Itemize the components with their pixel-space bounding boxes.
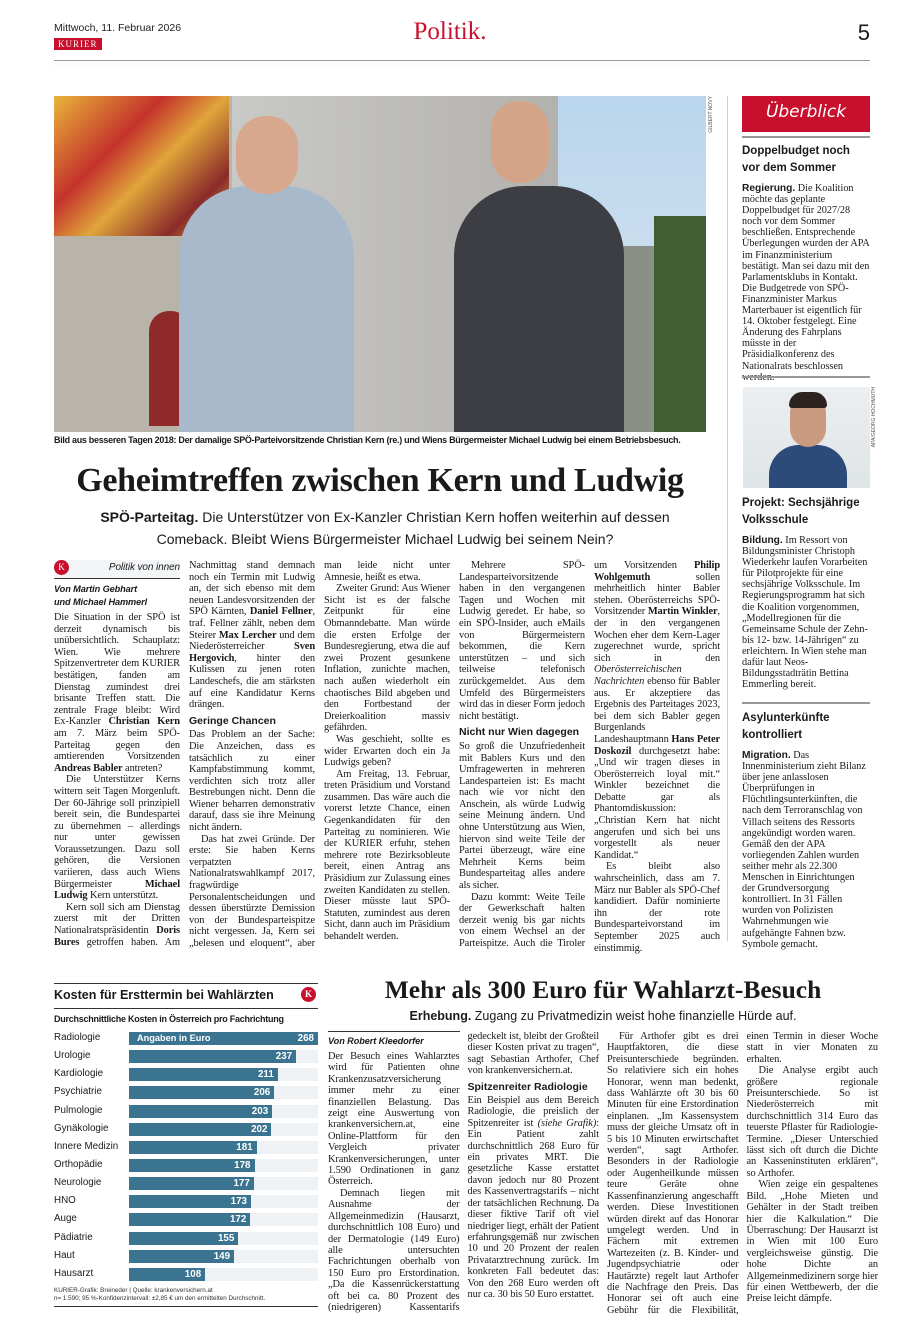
- data-label: 173: [230, 1196, 247, 1208]
- lead-photo: [54, 96, 706, 432]
- category-label: Hausarzt: [54, 1267, 94, 1279]
- category-label: HNO: [54, 1195, 76, 1207]
- bold-name: Hans Peter Doskozil: [594, 733, 720, 757]
- paragraph: Es bleibt also wahrscheinlich, dass am 7. März nur Babler als SPÖ-Chef kandidiert. Dafür nominierte ihn der rote Bundesparteivorstand im September 2025 auch einstimmig.: [594, 861, 720, 954]
- sidebar-label: Regierung.: [742, 183, 796, 194]
- paragraph: Am Freitag, 13. Februar, treten Präsidium und Vorstand zusammen. Das wäre auch die vorerst letzte Chance, einen Gegenkandidaten für den Parteitag zu nominieren. Wie der KURIER erfuhr, stehen mehrere rote Bezirksobleute bereit, einen Antrag ans Präsidium zur Zulassung eines zweiten Kandidaten zu stellen. Dieser müsste laut SPÖ-Statuten, zumindest aus deren Sicht, dann auch im Präsidium behandelt werden.: [324, 768, 450, 942]
- data-label: 177: [233, 1178, 250, 1190]
- issue-date: Mittwoch, 11. Februar 2026: [54, 22, 182, 34]
- italic-text: Oberösterreichischen Nachrichten: [594, 664, 682, 687]
- article2-paragraphs: [328, 1031, 878, 1316]
- bar-track: [129, 1032, 318, 1045]
- data-label: 181: [236, 1141, 253, 1153]
- bar: [129, 1050, 296, 1063]
- chart-row: [54, 1139, 318, 1157]
- bold-name: Christian Kern: [108, 716, 180, 728]
- category-label: Neurologie: [54, 1177, 102, 1189]
- bar-track: [129, 1232, 318, 1245]
- sidebar-headline: Doppelbudget noch vor dem Sommer: [742, 145, 850, 174]
- photo-credit: GILBERT NOVY: [708, 96, 714, 133]
- category-label: Pädiatrie: [54, 1231, 93, 1243]
- bar: [129, 1032, 318, 1045]
- kicker-label: Politik von innen: [108, 561, 180, 573]
- chart-note: n= 1.590; 95 %-Konfidenzintervall: ±2,85 € um den ermittelten Durchschnitt.: [54, 1294, 266, 1302]
- column-divider: [727, 96, 728, 941]
- bold-name: Sven Hergovich: [189, 641, 315, 664]
- chart-row: [54, 1193, 318, 1211]
- paragraph: Ein Beispiel aus dem Bereich Radiologie, die preislich der Spitzenreiter ist (siehe Grafik): Ein Patient zahlt durchschnittlich 268 Euro für ein privates MRT. Die gesetzliche Kasse erstattet davon jedoch nur 80 Prozent des Kassenvertragstarifs – nicht der tatsächlichen Rechnung. Da dieser fiktive Tarif oft viel niedriger liegt, erhält der Patient erfahrungsgemäß nur zwischen 10 und 20 Prozent der realen Privatarztrechnung zurück. Im konkreten Fall bedeutet das: Von den 268 Euro werden oft nur ca. 30 bis 50 Euro erstattet.: [467, 1095, 599, 1300]
- bar: [129, 1086, 274, 1099]
- article-body: [54, 560, 720, 954]
- sidebar-body: Die Koalition möchte das geplante Doppelbudget für 2027/28 noch vor dem Sommer beschließen. Entsprechende Überlegungen wurden der APA im Finanzministerium bestätigt. Man sei dazu mit den Parlamentsklubs in Kontakt. Die Budgetrede von SPÖ-Finanzminister Markus Marterbauer ist eigentlich für 14. Oktober festgelegt. Eine Änderung des Fahrplans müsste in der Präsidialkonferenz des Nationalrats beschlossen: [742, 183, 870, 372]
- sidebar-headline: Projekt: Sechsjährige Volksschule: [742, 497, 860, 526]
- bar-track: [129, 1141, 318, 1154]
- sidebar-headline: Asylunterkünfte kontrolliert: [742, 712, 830, 741]
- paragraph: Die Analyse ergibt auch größere regionale Preisunterschiede. So ist Niederösterreich mit durchschnittlich 314 Euro das teuerste Pflaster für Radiologie-Termine. „Dieser Unterschied lässt sich oft durch die Dichte an Kasseninstituten erklären“, so Arthofer.: [746, 1065, 878, 1179]
- paragraph: Die Situation in der SPÖ ist derzeit dynamisch bis unübersichtlich. Schauplatz: Wien. Wie mehrere Spitzenvertreter dem KURIER bestätigen, fanden am Dienstag zumindest drei brisante Treffen statt. Die zentrale Frage bleibt: Wird Ex-Kanzler Christian Kern am 7. März beim SPÖ-Parteitag gegen den amtierenden Vorsitzenden Andreas Babler antreten?: [54, 612, 180, 774]
- header-rule: [54, 60, 870, 61]
- data-label: 149: [213, 1250, 231, 1262]
- article2-deck: [328, 1009, 878, 1023]
- unit-label: Angaben in Euro: [137, 1033, 211, 1043]
- sidebar-body: Im Ressort von Bildungsminister Christoph Wiederkehr laufen Vorarbeiten für Pilotprojekte für eine sechsjährige Volksschule. Im Regierungsprogramm hat sich die Koalition vorgenommen, „Modellregionen für die Gemeinsame Schule der Zehn- bis 12- bzw. 14-Jährigen“ zu erleichtern. In Wien stehe man dafür laut Neos-Bildungsstadträtin Bettina Emmerling bereit.: [742, 535, 868, 691]
- bar: [129, 1141, 257, 1154]
- sidebar-body: Das Innenministerium zieht Bilanz über jene anlasslosen Überprüfungen in Flüchtlingsunterkünften, die nach dem Terroranschlag von Villach seitens des Ressorts angekündigt worden waren. Gemäß den der APA vorliegenden Zahlen wurden seither mehr als 22.300 Menschen in Einrichtungen der Grundversorgung kontrolliert. In 31 Fällen wurden von Polizisten Wahrnehmungen wie aufgehängte Fahnen bzw. Symbole gemacht.: [742, 750, 866, 950]
- author-2: und Michael Hammerl: [54, 597, 148, 607]
- subheading: Nicht nur Wien dagegen: [459, 726, 580, 739]
- bold-name: Max Lercher: [218, 629, 277, 641]
- subheading: Spitzenreiter Radiologie: [467, 1080, 588, 1093]
- chart-source: [54, 1287, 318, 1307]
- bar: [129, 1213, 250, 1226]
- data-label: 202: [251, 1123, 268, 1135]
- data-label: 206: [253, 1087, 271, 1099]
- bar: [129, 1232, 238, 1245]
- chart-row: [54, 1266, 318, 1284]
- paragraph: Kern soll sich am Dienstag zuerst mit der Dritten Nationalratspräsidentin Doris Bures getroffen haben. Am Nachmittag stand demnach noch ein Termin mit Ludwig an, der sich ebenso mit dem neuen Landesvorsitzenden der SPÖ Kärnten, Daniel Fellner, traf. Fellner zählt, neben dem Steirer Max Lercher und dem Niederösterreicher Sven Hergovich, hinter den Kulissen zu jenen roten Landeschefs, die am stärksten auf eine Kandidatur Kerns drängen.: [54, 560, 316, 948]
- paragraph: Wien zeige ein gespaltenes Bild. „Hohe Mieten und Gehälter in der Stadt treiben hier die Kalkulation.“ Die Überraschung: Der Hausarzt ist in Wien mit 100 Euro vergleichsweise günstig. Die hohe Dichte an Allgemeinmedizinern sorge hier für einen Wettbewerb, der die Preise leicht dämpfe.: [746, 1179, 878, 1305]
- deck-text: Zugang zu Privatmedizin weist hohe finanzielle Hürde auf.: [471, 1009, 797, 1023]
- article2-headline: Mehr als 300 Euro für Wahlarzt-Besuch: [384, 975, 822, 1004]
- sidebar-rule: [742, 136, 870, 138]
- sidebar-label: Bildung.: [742, 535, 783, 546]
- bold-name: Daniel Fellner: [249, 606, 313, 618]
- bar: [129, 1068, 278, 1081]
- page-number: 5: [857, 20, 870, 45]
- bar-track: [129, 1068, 318, 1081]
- category-label: Auge: [54, 1213, 77, 1225]
- chart-row: [54, 1103, 318, 1121]
- sidebar-label: Migration.: [742, 750, 791, 761]
- sidebar-text: [742, 183, 870, 383]
- bar-track: [129, 1268, 318, 1281]
- chart-row: [54, 1048, 318, 1066]
- chart-subtitle: Durchschnittliche Kosten in Österreich pro Fachrichtung: [54, 1008, 318, 1030]
- bar-track: [129, 1177, 318, 1190]
- sidebar-title: Überblick: [742, 96, 870, 132]
- bar-track: [129, 1105, 318, 1118]
- paragraph: Das Problem an der Sache: Die Anzeichen, dass es tatsächlich zu einer Kampfabstimmung kommt, verdichten sich trotz aller Bestrebungen nicht. Denn die Wiener beharren demonstrativ darauf, dass sie ihre Meinung nicht ändern.: [189, 729, 315, 834]
- italic-text: (siehe Grafik): [537, 1117, 597, 1129]
- bar: [129, 1123, 271, 1136]
- category-label: Gynäkologie: [54, 1122, 109, 1134]
- paragraph: Für Arthofer gibt es drei Hauptfaktoren, die diese Preisunterschiede begründen. So relativiere sich ein hohes Honorar, wenn man bedenkt, dass Wahlärzte oft 30 bis 60 Minuten für eine Erstordination einplanen. „Im Kassensystem muss der gleiche Umsatz oft in 5 bis 10 Minuten erwirtschaftet werden“, sagt Arthofer. Besonders in der Radiologie oder Augenheilkunde müssen teure Geräte ohne Kassenfinanzierung angeschafft werden. Diese Investitionen würden direkt auf das Honorar umgelegt werden. Und in Fächern mit extremen Wartezeiten (z. B. Kinder- und Jugendpsychiatrie oder Hautärzte) regelt laut Arthofer die Nachfrage den Preis. Das Honorar sei oft auch eine Gebühr für die Flexibilität, einen Termin in dieser Woche statt in vier Monaten zu erhalten.: [607, 1031, 878, 1316]
- article2-body: [328, 1031, 878, 1316]
- bold-name: Andreas Babler: [54, 762, 123, 774]
- chart-source-text: KURIER-Grafik: Breineder | Quelle: krankenversichern.at: [54, 1286, 213, 1294]
- sidebar-text: [742, 750, 870, 950]
- article-deck: [100, 506, 670, 550]
- data-label: 155: [217, 1232, 235, 1244]
- sidebar-text: [742, 535, 870, 690]
- chart-title-text: Kosten für Ersttermin bei Wahlärzten: [54, 988, 274, 1002]
- data-label: 172: [229, 1214, 247, 1226]
- paragraph: Mehrere SPÖ-Landesparteivorsitzende haben in den vergangenen Tagen und Wochen mit Ludwig geredet. Er habe, so ein SPÖ-Insider, auch eMails von Bürgermeistern bekommen, die Kern unterstützen – und sich teilweise telefonisch zurückgemeldet. Aus dem Umfeld des Bürgermeisters wird das in dieser Form jedoch nicht bestätigt.: [459, 560, 585, 722]
- bar: [129, 1177, 254, 1190]
- bar-track: [129, 1123, 318, 1136]
- sidebar-rule: [742, 702, 870, 704]
- chart-row: [54, 1211, 318, 1229]
- chart-row: [54, 1175, 318, 1193]
- chart-row: [54, 1248, 318, 1266]
- subheading: Geringe Chancen: [189, 714, 276, 727]
- paragraph: Dazu kommt: Weite Teile der Gewerkschaft halten derzeit wenig bis gar nichts von einem Wechsel an der Parteispitze. Auch die Tiroler um Vorsitzenden Philip Wohlgemuth sollen mehrheitlich hinter Babler stehen. Oberösterreichs SPÖ-Vorsitzender Martin Winkler, der in den vergangenen Wochen eher dem Kern-Lager zugerechnet wurde, spricht sich in den Oberösterreichischen Nachrichten ebenso für Babler aus. Er akzeptiere das Ergebnis des Parteitages 2023, bei dem sich Babler gegen Burgenlands Landeshauptmann Hans Peter Doskozil durchgesetzt habe: „Und wir tragen dieses in Oberösterreich loyal mit.“ Winkler bezeichnet die Debatte gar als Phantomdiskussion: „Christian Kern hat nicht angerufen und sich bei uns vorgestellt als neuer Kandidat.“: [459, 560, 720, 949]
- section-title: Politik.: [413, 18, 487, 45]
- deck-text: Die Unterstützer von Ex-Kanzler Christian Kern hoffen weiterhin auf dessen Comeback. Bleibt Wiens Bürgermeister Michael Ludwig bei seinem Nein?: [156, 509, 670, 547]
- category-label: Radiologie: [54, 1032, 101, 1043]
- paragraph: Zweiter Grund: Aus Wiener Sicht ist es der falsche Zeitpunkt für eine Obmanndebatte. Man würde die ersten Erfolge der Bundesregierung, etwa die auf zwei Prozent gesunkene Inflation, zunichte machen, nach außen wiederholt ein chaotisches Bild abgeben und den Fortbestand der Dreierkoalition massiv gefährden.: [324, 583, 450, 734]
- bold-name: Philip Wohlgemuth: [594, 560, 720, 583]
- category-label: Pulmologie: [54, 1104, 103, 1116]
- sidebar-rule: [742, 376, 870, 378]
- paragraph: Der Besuch eines Wahlarztes wird für Patienten ohne Krankenzusatzversicherung immer mehr zu einer finanziellen Belastung. Das zeigt eine Auswertung von krankenversichern.at, eine Online-Plattform für den Vergleich privater Krankenversicherungen, unter 1.590 Ordinationen in ganz Österreich.: [328, 1051, 460, 1188]
- kurier-logo: KURIER: [54, 38, 102, 50]
- paragraph: Die Unterstützer Kerns wittern seit Tagen Morgenluft. Der 60-Jährige soll prinzipiell bereit sein, die Bundespartei zu übernehmen – allerdings nur unter gewissen Voraussetzungen. Dazu soll gehören, die Versionen variieren, dass auch Wiens Bürgermeister Michael Ludwig Kern unterstützt.: [54, 774, 180, 902]
- chart-rows: [54, 1030, 318, 1284]
- bar-track: [129, 1213, 318, 1226]
- chart-row: [54, 1084, 318, 1102]
- chart-row: [54, 1157, 318, 1175]
- article-paragraphs: [54, 560, 720, 954]
- chart-row: [54, 1121, 318, 1139]
- bar: [129, 1159, 255, 1172]
- category-label: Kardiologie: [54, 1068, 104, 1080]
- bar-track: [129, 1086, 318, 1099]
- paragraph: Das hat zwei Gründe. Der erste: Sie haben Kerns verpatzten Nationalratswahlkampf 2017, fragwürdige Personalentscheidungen und dessen überstürzte Demission von der Bundesparteispitze nicht vergessen. Ja, Kern sei „belesen und eloquent“, aber man leide nicht unter Amnesie, heißt es etwa.: [189, 560, 450, 949]
- data-label: 108: [184, 1268, 202, 1280]
- bar-track: [129, 1250, 318, 1263]
- data-label: 211: [257, 1069, 274, 1081]
- bar: [129, 1250, 234, 1263]
- article-headline: Geheimtreffen zwischen Kern und Ludwig: [76, 462, 684, 499]
- deck-label: Erhebung.: [409, 1009, 472, 1023]
- paragraph: Demnach liegen mit Ausnahme der Allgemeinmedizin (Hausarzt, durchschnittlich 108 Euro) und der Dermatologie (149 Euro) alle untersuchten Fachrichtungen oberhalb von 150 Euro pro Erstordination. „Da die Kassenrückerstattung oft bei ca. 80 Prozent des (niedrigeren) Kassentarifs gedeckelt ist, bleibt der Großteil dieser Kosten privat zu tragen“, sagt Sebastian Arthofer, Chef von krankenversichern.at.: [328, 1031, 599, 1313]
- byline: [54, 583, 180, 609]
- chart-row: [54, 1066, 318, 1084]
- bold-name: Doris Bures: [54, 925, 180, 948]
- deck-label: SPÖ-Parteitag.: [100, 509, 199, 525]
- category-label: Innere Medizin: [54, 1140, 119, 1152]
- paragraph: Was geschieht, sollte es wider Erwarten doch ein Ja Ludwigs geben?: [324, 733, 450, 769]
- category-label: Psychiatrie: [54, 1086, 102, 1098]
- paragraph: So groß die Unzufriedenheit mit Bablers Kurs und den Umfragewerten in mehreren Landesparteien ist: Es macht nach wie vor nicht den Anschein, als würde Ludwig seine Meinung ändern. Und ohne Unterstützung aus Wien, hiervon sind weite Teile der Partei überzeugt, wäre eine Mehrheit Kerns beim Bundesparteitag alles andere als sicher.: [459, 740, 585, 892]
- kurier-k-icon: K: [54, 560, 69, 575]
- bar-track: [129, 1195, 318, 1208]
- photo-credit: APA/GEORG HOCHMUTH: [871, 387, 877, 448]
- bar-track: [129, 1159, 318, 1172]
- chart-row: [54, 1030, 318, 1048]
- category-label: Haut: [54, 1249, 75, 1261]
- column-kicker: [54, 560, 180, 579]
- bold-name: Martin Winkler: [647, 606, 718, 618]
- bar: [129, 1195, 251, 1208]
- category-label: Urologie: [54, 1050, 91, 1062]
- byline: Von Robert Kleedorfer: [328, 1031, 460, 1048]
- data-label: 178: [234, 1159, 251, 1171]
- category-label: Orthopädie: [54, 1158, 103, 1170]
- sidebar-photo: [743, 387, 870, 488]
- kurier-k-icon: K: [301, 987, 316, 1002]
- data-label: 268: [297, 1033, 314, 1044]
- data-label: 237: [275, 1051, 293, 1063]
- chart-title: [54, 983, 318, 1005]
- photo-caption: Bild aus besseren Tagen 2018: Der damalige SPÖ-Parteivorsitzende Christian Kern (re.) und Wiens Bürgermeister Michael Ludwig bei einem Betriebsbesuch.: [54, 435, 681, 445]
- data-label: 203: [251, 1105, 269, 1117]
- chart-row: [54, 1230, 318, 1248]
- bar: [129, 1268, 205, 1281]
- bold-name: Michael Ludwig: [54, 878, 180, 902]
- author-1: Von Martin Gebhart: [54, 584, 138, 594]
- bar-track: [129, 1050, 318, 1063]
- bar: [129, 1105, 272, 1118]
- bar-chart: [54, 983, 318, 1307]
